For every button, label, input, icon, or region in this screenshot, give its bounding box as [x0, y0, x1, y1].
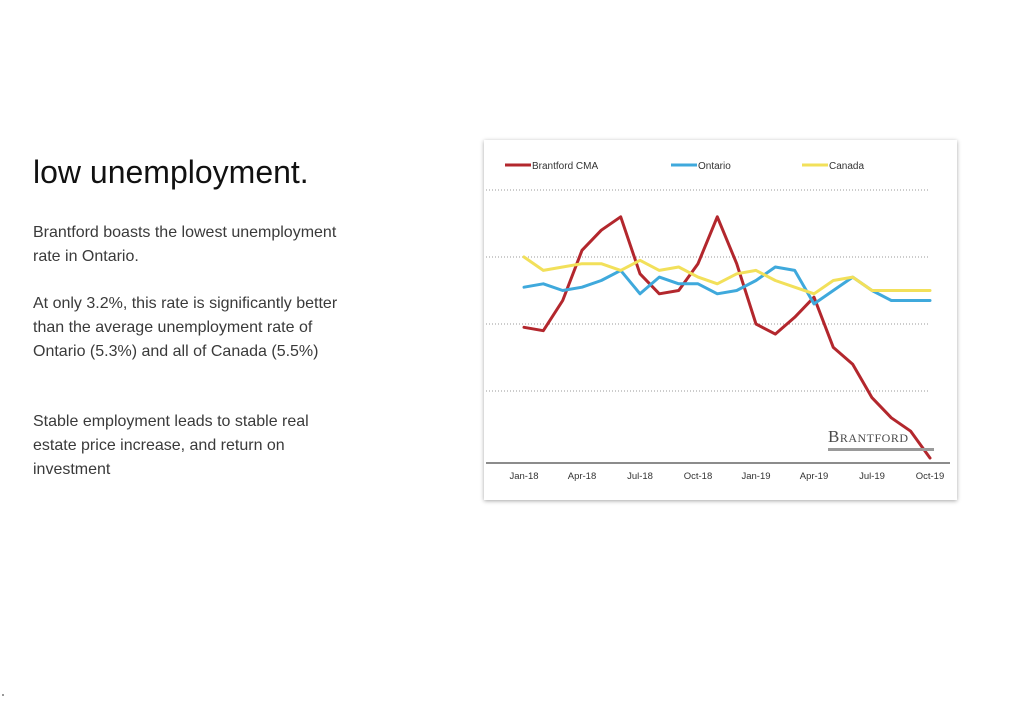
x-tick-label: Oct-19 — [915, 471, 945, 482]
x-tick-label: Jan-18 — [509, 471, 539, 482]
brantford-logo — [824, 427, 936, 455]
series-line-brantford-cma — [524, 217, 930, 458]
brantford-logo-text: Brantford — [828, 427, 909, 446]
series-line-canada — [524, 257, 930, 294]
x-tick-label: Jan-19 — [741, 471, 771, 482]
x-tick-label: Jul-19 — [859, 471, 885, 482]
x-tick-label: Apr-19 — [799, 471, 829, 482]
unemployment-chart — [484, 140, 957, 500]
brantford-logo-underline — [828, 448, 934, 451]
paragraph-stable-employment: Stable employment leads to stable real estate price increase, and return on investment — [33, 413, 309, 478]
series-line-ontario — [524, 267, 930, 304]
paragraph-lowest-rate: Brantford boasts the lowest unemployment rate in Ontario. — [33, 224, 337, 265]
paragraph-rate-comparison: At only 3.2%, this rate is significantly better than the average unemployment rate of Ontario (5.3%) and all of Canada (5.5%) — [33, 295, 338, 360]
legend-label-canada: Canada — [829, 161, 865, 172]
x-tick-label: Jul-18 — [627, 471, 653, 482]
x-tick-label: Oct-18 — [683, 471, 713, 482]
legend-label-brantford-cma: Brantford CMA — [532, 161, 599, 172]
page-title: low unemployment. — [33, 154, 309, 190]
legend-label-ontario: Ontario — [698, 161, 731, 172]
corner-mark — [2, 694, 4, 696]
x-tick-label: Apr-18 — [567, 471, 597, 482]
